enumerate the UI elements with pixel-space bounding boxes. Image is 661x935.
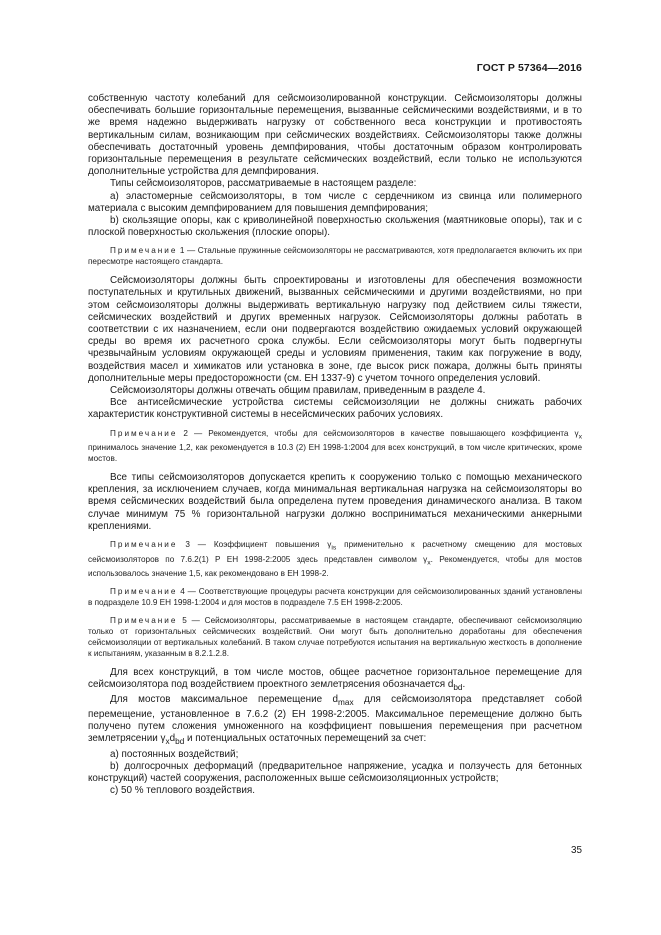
note-text: Сейсмоизоляторы, рассматриваемые в настоящем стандарте, обеспечивают сейсмоизоляцию только от горизонтальных сейсмических воздействий. Они могут быть дополнительно доработаны для обеспечения сейсмоизоляции от вертикальных колебаний. В таком случае потребуются испытания на вертикальную жесткость в дополнение к испытаниям, указанным в 8.2.1.2.8. (88, 615, 582, 658)
note-1 (88, 246, 582, 268)
paragraph: Типы сейсмоизоляторов, рассматриваемые в настоящем разделе: (110, 178, 417, 190)
note-text: Коэффициент повышения (213, 540, 328, 550)
note-4 (88, 587, 582, 609)
note-dash: — (189, 540, 214, 550)
paragraph (88, 667, 582, 694)
note-dash: — (184, 246, 198, 256)
subscript: x (427, 559, 431, 567)
note-text: . Рекомендуется, чтобы для мостов использовалось значение 1,5, как рекомендовано в ЕН 1998-2. (88, 554, 582, 579)
note-number: 1 (179, 246, 185, 256)
gamma-symbol: γ (574, 428, 579, 438)
note-number: 5 (182, 615, 187, 625)
note-number: 3 (185, 540, 190, 550)
subscript: x (165, 737, 170, 747)
period: . (462, 678, 466, 690)
subscript: bd (175, 737, 185, 747)
list-item: c) 50 % теплового воздействия. (110, 785, 255, 797)
symbol-d: d (169, 733, 176, 745)
note-text: применительно к расчетному смещению для мостовых сейсмоизоляторов по 7.6.2(1) Р ЕН 1998-2:2005 здесь представлен символом (88, 540, 582, 564)
note-text: Стальные пружинные сейсмоизоляторы не рассматриваются, хотя предполагается включить их при пересмотре настоящего стандарта. (88, 246, 582, 267)
list-item: a) эластомерные сейсмоизоляторы, в том числе с сердечником из свинца или полимерного материала с высоким демпфированием для повышения демпфирования; (88, 190, 582, 214)
gamma-symbol: γ (327, 540, 332, 550)
paragraph-text: Для всех конструкций, в том числе мостов, общее расчетное горизонтальное перемещение для сейсмоизолятора под воздействием проектного землетрясения обозначается d (88, 666, 582, 690)
note-label: Примечание (110, 246, 178, 256)
list-item: b) долгосрочных деформаций (предварительное напряжение, усадка и ползучесть для бетонных конструкций) частей сооружения, расположенных выше сейсмоизоляционных устройств; (88, 760, 582, 785)
note-5 (88, 616, 582, 660)
paragraph: Сейсмоизоляторы должны быть спроектированы и изготовлены для обеспечения возможности поступательных и крутильных движений, вызванных сейсмическими и другими воздействиями, но при этом сейсмоизоляторы должны выдерживать вертикальную нагрузку под действием силы тяжести, сейсмических воздействий и других временных нагрузок. Сейсмоизоляторы должны работать в соответствии с их назначением, если они подвергаются воздействию ожидаемых условий окружающей среды во время их расчетного срока службы. Если сейсмоизоляторы могут быть подвергнуты чрезвычайным условиям окружающей среды и условиям применения, таким как погружение в воду, воздействия масел и химикатов или установка в зоне, где высок риск пожара, должны быть приняты дополнительные меры предосторожности (см. ЕН 1337-9) с учетом точного определения условий. (88, 275, 582, 384)
paragraph: Сейсмоизоляторы должны отвечать общим правилам, приведенным в разделе 4. (110, 385, 486, 397)
note-2 (88, 429, 582, 465)
subscript: is (331, 544, 337, 552)
paragraph: Все типы сейсмоизоляторов допускается крепить к сооружению только с помощью механического крепления, за исключением случаев, когда минимальная вертикальная нагрузка на сейсмоизоляторы во время сейсмических воздействий была определена путем проведения динамического анализа. В таком случае минимум 75 % горизонтальной нагрузки должно восприниматься механическими анкерными креплениями. (88, 472, 582, 532)
note-label: Примечание (110, 428, 178, 438)
paragraph-text: для сейсмоизолятора представляет собой перемещение, установленное в 7.6.2 (2) ЕН 1998-2:2005. Максимальное перемещение должно быть получено путем сложения умноженного на коэффициент повышения перемещения при расчетном землетрясении (88, 693, 583, 745)
note-label: Примечание (110, 587, 178, 597)
paragraph: Все антисейсмические устройства системы сейсмоизоляции не должны снижать рабочих характеристик конструктивной системы в несейсмических рабочих условиях. (88, 397, 582, 421)
subscript: max (337, 697, 354, 707)
note-dash: — (184, 587, 199, 597)
paragraph: собственную частоту колебаний для сейсмоизолированной конструкции. Сейсмоизоляторы должны обеспечивать большие горизонтальные перемещения, вызванные сейсмическими воздействиями, и в то же время надежно выдерживать нагрузку от собственного веса конструкции и противостоять вертикальным силам, возникающим при сейсмических воздействиях. Сейсмоизоляторы также должны обеспечивать достаточный уровень демпфирования, чтобы достаточным образом контролировать горизонтальные перемещения в результате сейсмических воздействий, если только не используются дополнительные устройства для демпфирования. (88, 93, 582, 178)
list-item: b) скользящие опоры, как с криволинейной поверхностью скольжения (маятниковые опоры), так и с плоской поверхностью скольжения (плоские опоры). (88, 215, 582, 239)
paragraph (88, 694, 582, 749)
subscript: x (578, 433, 582, 441)
page-content (88, 93, 582, 797)
note-number: 4 (180, 587, 185, 597)
note-dash: — (186, 615, 205, 625)
note-dash: — (187, 428, 209, 438)
gamma-symbol: γ (423, 554, 428, 564)
note-text: Рекомендуется, чтобы для сейсмоизоляторов в качестве повышающего коэффициента (208, 428, 575, 438)
note-3 (88, 540, 582, 580)
note-text: Соответствующие процедуры расчета конструкции для сейсмоизолированных зданий установлены в подразделе 10.9 ЕН 1998-1:2004 и для мостов в подразделе 7.5 ЕН 1998-2:2005. (88, 587, 582, 607)
gamma-symbol: γ (160, 733, 166, 745)
note-label: Примечание (110, 540, 178, 550)
note-text: принималось значение 1,2, как рекомендуется в 10.3 (2) ЕН 1998-1:2004 для всех конструкций, в том числе критических, кроме мостов. (88, 443, 582, 464)
paragraph-text: и потенциальных остаточных перемещений за счет: (184, 733, 427, 745)
subscript: bd (453, 682, 463, 692)
page-number: 35 (571, 845, 582, 856)
note-number: 2 (183, 428, 188, 438)
paragraph-text: Для мостов максимальное перемещение d (110, 693, 338, 705)
note-label: Примечание (110, 615, 178, 625)
list-item: a) постоянных воздействий; (110, 748, 239, 760)
page-header-standard: ГОСТ Р 57364—2016 (476, 62, 582, 74)
